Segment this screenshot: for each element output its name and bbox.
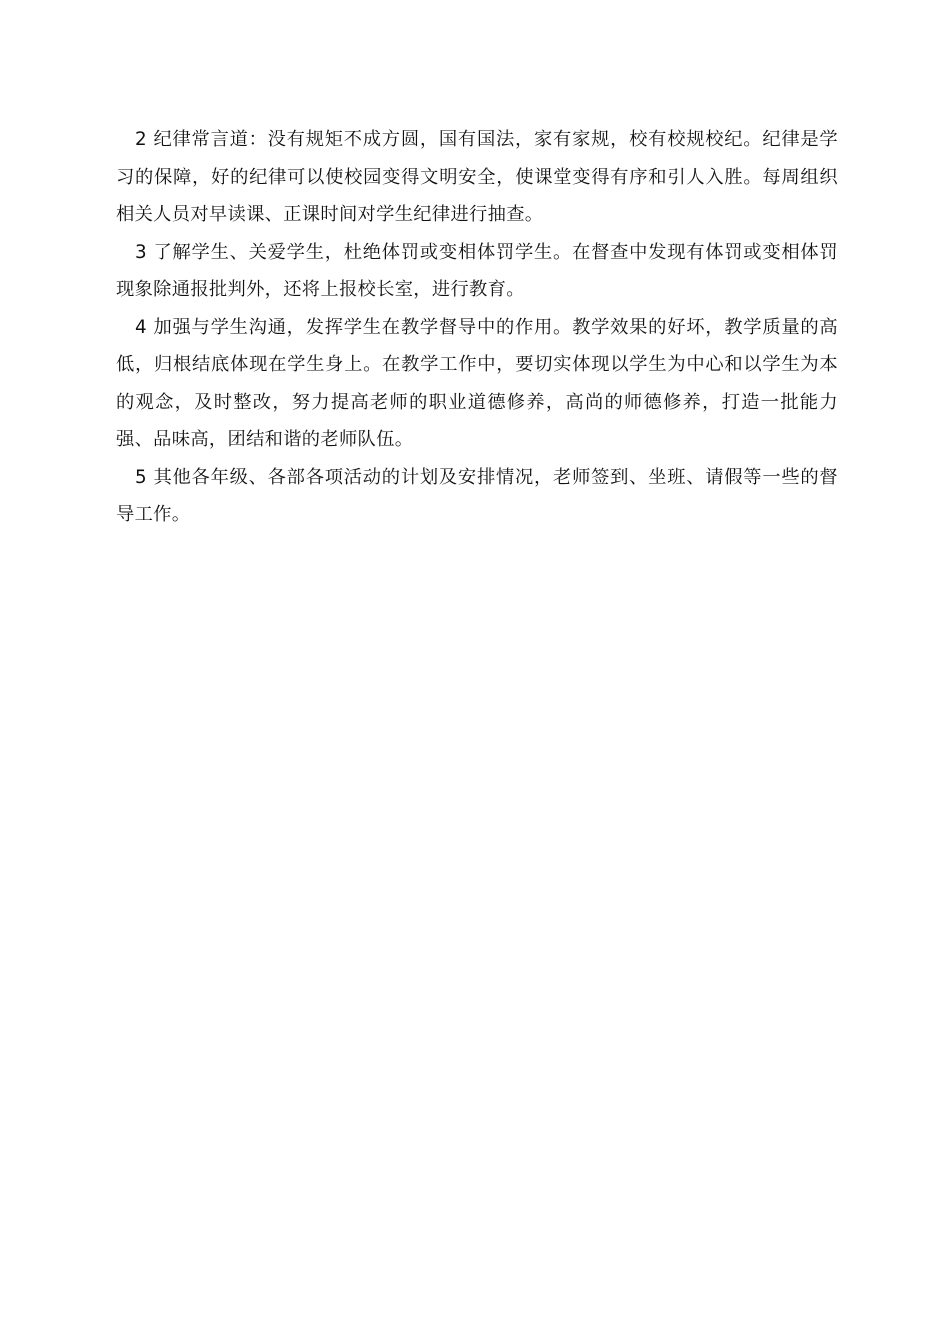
paragraph-communication: 4 加强与学生沟通，发挥学生在教学督导中的作用。教学效果的好坏，教学质量的高低，归根结底体现在学生身上。在教学工作中，要切实体现以学生为中心和以学生为本的观念，及时整改，努力提高老师的职业道德修养，高尚的师德修养，打造一批能力强、品味高，团结和谐的老师队伍。 bbox=[116, 316, 838, 450]
paragraph-care-students: 3 了解学生、关爱学生，杜绝体罚或变相体罚学生。在督查中发现有体罚或变相体罚现象除通报批判外，还将上报校长室，进行教育。 bbox=[116, 241, 838, 300]
paragraph-other-activities: 5 其他各年级、各部各项活动的计划及安排情况，老师签到、坐班、请假等一些的督导工作。 bbox=[116, 466, 838, 525]
paragraph-discipline: 2 纪律常言道：没有规矩不成方圆，国有国法，家有家规，校有校规校纪。纪律是学习的保障，好的纪律可以使校园变得文明安全，使课堂变得有序和引人入胜。每周组织相关人员对早读课、正课时间对学生纪律进行抽查。 bbox=[116, 129, 838, 225]
document-body bbox=[116, 121, 838, 534]
